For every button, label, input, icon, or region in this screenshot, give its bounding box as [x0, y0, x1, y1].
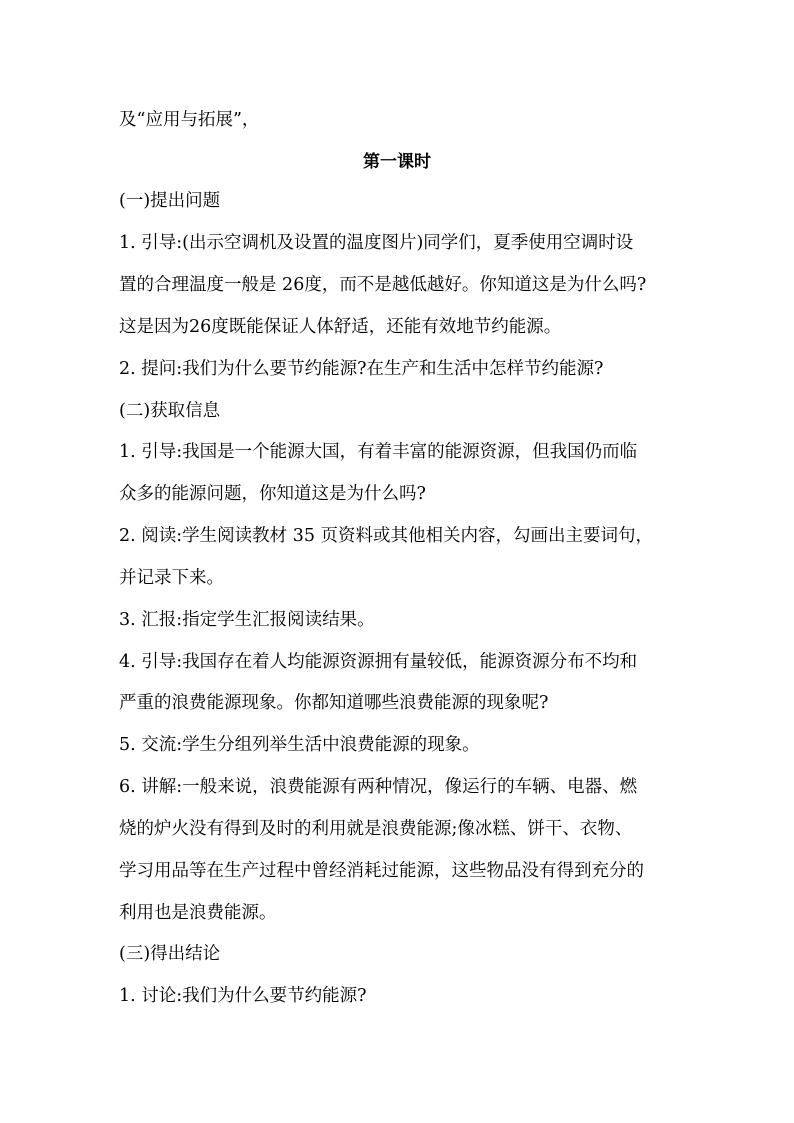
paragraph-line: 学习用品等在生产过程中曾经消耗过能源，这些物品没有得到充分的 — [119, 861, 644, 881]
paragraph-line: 烧的炉火没有得到及时的利用就是浪费能源;像冰糕、饼干、衣物、 — [119, 819, 633, 839]
paragraph-line: 2. 提问:我们为什么要节约能源?在生产和生活中怎样节约能源? — [119, 359, 604, 379]
paragraph-line: 3. 汇报:指定学生汇报阅读结果。 — [119, 610, 375, 630]
paragraph-line: 众多的能源问题，你知道这是为什么吗? — [119, 484, 426, 504]
paragraph-line: 利用也是浪费能源。 — [119, 903, 277, 923]
paragraph-line: 严重的浪费能源现象。你都知道哪些浪费能源的现象呢? — [119, 693, 549, 713]
paragraph-line: 6. 讲解:一般来说，浪费能源有两种情况，像运行的车辆、电器、燃 — [119, 777, 638, 797]
paragraph-line: 这是因为26度既能保证人体舒适，还能有效地节约能源。 — [119, 317, 562, 337]
section-heading-2: (二)获取信息 — [119, 401, 221, 421]
paragraph-line: 4. 引导:我国存在着人均能源资源拥有量较低，能源资源分布不均和 — [119, 652, 638, 672]
paragraph-line: 并记录下来。 — [119, 568, 224, 588]
paragraph-line: 置的合理温度一般是 26度，而不是越低越好。你知道这是为什么吗? — [119, 275, 647, 295]
section-heading-3: (三)得出结论 — [119, 944, 221, 964]
section-heading-1: (一)提出问题 — [119, 191, 221, 211]
paragraph-line: 5. 交流:学生分组列举生活中浪费能源的现象。 — [119, 735, 480, 755]
paragraph-line: 1. 讨论:我们为什么要节约能源? — [119, 986, 367, 1006]
paragraph-line: 2. 阅读:学生阅读教材 35 页资料或其他相关内容，勾画出主要词句， — [119, 526, 654, 546]
paragraph-line: 1. 引导:我国是一个能源大国，有着丰富的能源资源，但我国仍而临 — [119, 442, 638, 462]
paragraph-line: 1. 引导:(出示空调机及设置的温度图片)同学们，夏季使用空调时设 — [119, 233, 634, 253]
intro-line: 及“应用与拓展”， — [119, 110, 260, 130]
lesson-title: 第一课时 — [363, 152, 431, 172]
